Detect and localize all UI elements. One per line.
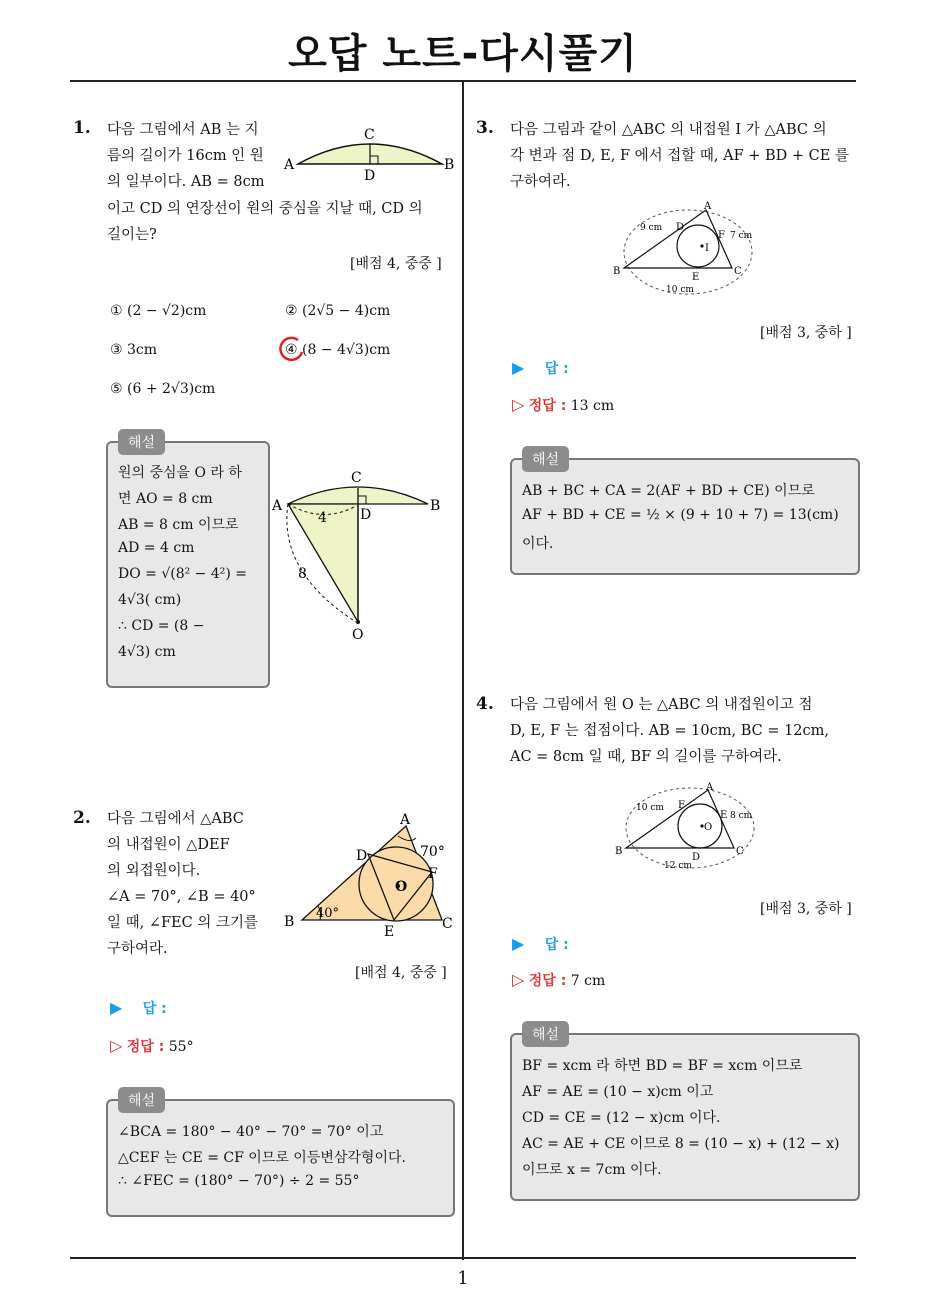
q3-score: [배점 3, 중하 ] bbox=[760, 325, 852, 341]
q3-explain-2: AF + BD + CE = ½ × (9 + 10 + 7) = 13(cm) bbox=[522, 507, 839, 523]
q2-answer-label: 답 : bbox=[142, 1001, 167, 1017]
page-title: 오답 노트-다시풀기 bbox=[288, 31, 638, 77]
q3-fig-label-7cm: 7 cm bbox=[730, 231, 753, 241]
q2-number: 2. bbox=[73, 808, 91, 828]
q4-correct-value: 7 cm bbox=[570, 973, 606, 989]
q3-explain-3: 이다. bbox=[522, 536, 554, 552]
q3-correct-row bbox=[512, 395, 614, 415]
q2-explain-3: ∴ ∠FEC = (180° − 70°) ÷ 2 = 55° bbox=[118, 1173, 360, 1189]
play-icon: ▶ bbox=[512, 934, 525, 953]
q1-arc-figure bbox=[280, 122, 460, 184]
q1-text-3: 의 일부이다. AB = 8cm bbox=[107, 174, 265, 190]
q4-text-3: AC = 8cm 일 때, BF 의 길이를 구하여라. bbox=[510, 749, 782, 765]
q1-explain-tag: 해설 bbox=[118, 429, 165, 455]
q2-text-6: 구하여라. bbox=[107, 941, 168, 957]
q3-correct-label: 정답 : bbox=[528, 398, 567, 414]
q1-explain-8: 4√3) cm bbox=[118, 644, 176, 660]
q2-fig-label-o: O bbox=[395, 879, 408, 895]
q2-fig-label-angle-a: 70° bbox=[420, 844, 445, 860]
q4-explain-2: AF = AE = (10 − x)cm 이고 bbox=[522, 1084, 714, 1100]
q2-correct-label: 정답 : bbox=[126, 1039, 165, 1055]
q4-fig-label-8cm: 8 cm bbox=[730, 811, 753, 821]
q3-explain-tag: 해설 bbox=[522, 446, 569, 472]
q1-exp-label-c: C bbox=[351, 470, 362, 486]
q4-correct-label: 정답 : bbox=[528, 973, 567, 989]
q1-text-2: 름의 길이가 16cm 인 원 bbox=[107, 148, 264, 164]
triangle-outline-icon: ▷ bbox=[512, 970, 525, 989]
q4-correct-row bbox=[512, 970, 605, 990]
triangle-outline-icon: ▷ bbox=[110, 1036, 123, 1055]
page-number: 1 bbox=[457, 1268, 469, 1289]
q2-fig-label-a: A bbox=[400, 812, 411, 828]
q4-fig-label-f: F bbox=[678, 800, 685, 811]
q3-figure bbox=[610, 200, 770, 300]
q2-explain-2: △CEF 는 CE = CF 이므로 이등변삼각형이다. bbox=[118, 1150, 406, 1166]
q2-text-5: 일 때, ∠FEC 의 크기를 bbox=[107, 915, 258, 931]
q3-correct-value: 13 cm bbox=[570, 398, 615, 414]
q2-figure bbox=[282, 810, 460, 942]
q1-explain-7: ∴ CD = (8 − bbox=[118, 618, 205, 634]
q4-figure bbox=[612, 780, 772, 874]
q1-red-circle-mark bbox=[276, 334, 306, 366]
q3-answer-row[interactable] bbox=[512, 358, 569, 378]
q1-choice-1[interactable]: ① (2 − √2)cm bbox=[110, 303, 207, 319]
footer-rule bbox=[70, 1257, 856, 1259]
q4-explain-4: AC = AE + CE 이므로 8 = (10 − x) + (12 − x) bbox=[522, 1136, 840, 1152]
q3-fig-label-f: F bbox=[718, 230, 725, 241]
q1-choice-5[interactable]: ⑤ (6 + 2√3)cm bbox=[110, 381, 216, 397]
q2-explain-tag: 해설 bbox=[118, 1087, 165, 1113]
q3-fig-label-10cm: 10 cm bbox=[666, 285, 694, 295]
q1-score: [배점 4, 중중 ] bbox=[350, 256, 442, 272]
column-divider bbox=[462, 82, 464, 1260]
q3-answer-label: 답 : bbox=[544, 361, 569, 377]
q4-fig-label-o: O bbox=[704, 822, 713, 833]
q1-explain-figure bbox=[268, 462, 448, 647]
q4-text-2: D, E, F 는 접점이다. AB = 10cm, BC = 12cm, bbox=[510, 723, 830, 739]
q2-fig-label-c: C bbox=[442, 916, 453, 932]
q3-number: 3. bbox=[476, 118, 494, 138]
q1-number: 1. bbox=[73, 118, 91, 138]
q4-text-1: 다음 그림에서 원 O 는 △ABC 의 내접원이고 점 bbox=[510, 697, 813, 713]
q2-text-4: ∠A = 70°, ∠B = 40° bbox=[107, 889, 256, 905]
q1-explain-4: AD = 4 cm bbox=[118, 540, 195, 556]
q2-fig-label-f: F bbox=[428, 866, 438, 882]
q1-explain-2: 면 AO = 8 cm bbox=[118, 491, 213, 507]
q4-fig-label-10cm: 10 cm bbox=[636, 803, 664, 813]
q1-explain-3: AB = 8 cm 이므로 bbox=[118, 517, 239, 533]
q2-answer-row[interactable] bbox=[110, 998, 167, 1018]
q2-text-1: 다음 그림에서 △ABC bbox=[107, 811, 244, 827]
q1-exp-label-d: D bbox=[360, 507, 372, 523]
q4-answer-row[interactable] bbox=[512, 934, 569, 954]
triangle-outline-icon: ▷ bbox=[512, 395, 525, 414]
q1-explain-6: 4√3( cm) bbox=[118, 592, 182, 608]
q4-number: 4. bbox=[476, 694, 494, 714]
q2-correct-row bbox=[110, 1036, 194, 1056]
q3-text-3: 구하여라. bbox=[510, 174, 571, 190]
q4-explain-5: 이므로 x = 7cm 이다. bbox=[522, 1162, 662, 1178]
q4-explain-tag: 해설 bbox=[522, 1021, 569, 1047]
q1-choice-4[interactable]: ④ (8 − 4√3)cm bbox=[285, 342, 391, 358]
q2-text-3: 의 외접원이다. bbox=[107, 863, 201, 879]
q3-fig-label-i: I bbox=[705, 243, 709, 254]
q1-choice-2[interactable]: ② (2√5 − 4)cm bbox=[285, 303, 391, 319]
q3-fig-label-9cm: 9 cm bbox=[640, 223, 663, 233]
q1-exp-label-o: O bbox=[352, 627, 364, 643]
q1-fig-label-a: A bbox=[284, 157, 295, 173]
q1-text-1: 다음 그림에서 AB 는 지 bbox=[107, 122, 259, 138]
q3-fig-label-b: B bbox=[613, 266, 621, 277]
q4-fig-label-d: D bbox=[692, 852, 701, 863]
q1-fig-label-c: C bbox=[364, 127, 375, 143]
q2-explain-1: ∠BCA = 180° − 40° − 70° = 70° 이고 bbox=[118, 1124, 384, 1140]
q1-choice-3[interactable]: ③ 3cm bbox=[110, 342, 158, 358]
q1-exp-label-4: 4 bbox=[318, 510, 327, 526]
q3-explain-1: AB + BC + CA = 2(AF + BD + CE) 이므로 bbox=[522, 483, 815, 499]
q2-fig-label-e: E bbox=[384, 924, 395, 940]
q4-fig-label-c: C bbox=[736, 846, 744, 857]
q4-explain-3: CD = CE = (12 − x)cm 이다. bbox=[522, 1110, 721, 1126]
q1-exp-label-b: B bbox=[430, 498, 441, 514]
q4-fig-label-e: E bbox=[720, 810, 728, 821]
q1-exp-label-8: 8 bbox=[298, 566, 307, 582]
q4-answer-label: 답 : bbox=[544, 937, 569, 953]
play-icon: ▶ bbox=[110, 998, 123, 1017]
q2-fig-label-d: D bbox=[356, 848, 368, 864]
q1-explain-1: 원의 중심을 O 라 하 bbox=[118, 465, 242, 481]
q1-fig-label-d: D bbox=[364, 168, 376, 184]
q1-explain-5: DO = √(8² − 4²) = bbox=[118, 566, 248, 582]
q2-fig-label-b: B bbox=[284, 914, 295, 930]
q1-text-4: 이고 CD 의 연장선이 원의 중심을 지날 때, CD 의 bbox=[107, 201, 423, 217]
q4-fig-label-12cm: 12 cm bbox=[664, 861, 692, 871]
q2-correct-value: 55° bbox=[168, 1039, 194, 1055]
q1-text-5: 길이는? bbox=[107, 227, 157, 243]
q3-text-1: 다음 그림과 같이 △ABC 의 내접원 I 가 △ABC 의 bbox=[510, 122, 827, 138]
q3-fig-label-e: E bbox=[692, 272, 700, 283]
play-icon: ▶ bbox=[512, 358, 525, 377]
q4-explain-1: BF = xcm 라 하면 BD = BF = xcm 이므로 bbox=[522, 1058, 803, 1074]
q2-score: [배점 4, 중중 ] bbox=[355, 965, 447, 981]
q3-fig-label-a: A bbox=[704, 201, 712, 212]
q1-fig-label-b: B bbox=[444, 157, 455, 173]
q3-fig-label-d: D bbox=[676, 222, 685, 233]
q4-fig-label-a: A bbox=[706, 782, 714, 793]
q4-score: [배점 3, 중하 ] bbox=[760, 901, 852, 917]
q2-fig-label-angle-b: 40° bbox=[316, 906, 340, 921]
q1-exp-label-a: A bbox=[272, 498, 283, 514]
q3-fig-label-c: C bbox=[734, 266, 742, 277]
q4-fig-label-b: B bbox=[615, 846, 623, 857]
q3-text-2: 각 변과 점 D, E, F 에서 접할 때, AF + BD + CE 를 bbox=[510, 148, 849, 164]
q2-text-2: 의 내접원이 △DEF bbox=[107, 837, 230, 853]
